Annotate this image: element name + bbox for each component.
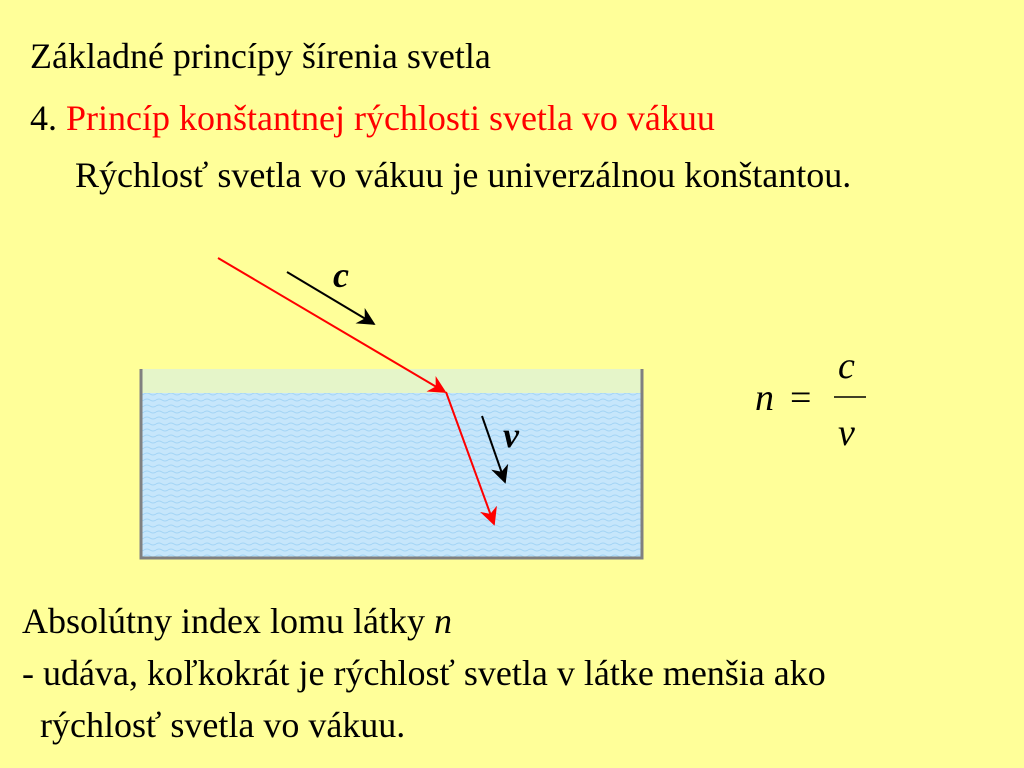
water-waves [142, 393, 641, 557]
principle-number: 4. [30, 98, 57, 138]
definition-symbol: n [433, 601, 452, 641]
formula-equals: = [790, 377, 812, 419]
principle-text: Princíp konštantnej rýchlosti svetla vo vákuu [66, 98, 715, 138]
refractive-index-formula [755, 345, 866, 454]
principle-heading [30, 100, 715, 136]
incident-speed-label: c [333, 255, 349, 295]
incident-velocity-arrow [287, 272, 374, 324]
formula-numerator: c [838, 345, 855, 387]
formula-lhs: n [755, 377, 774, 419]
description-line-1: - udáva, koľkokrát je rýchlosť svetla v látke menšia ako [22, 653, 826, 693]
air-layer [142, 369, 641, 393]
principle-statement: Rýchlosť svetla vo vákuu je univerzálnou konštantou. [75, 155, 852, 195]
description-line-2: rýchlosť svetla vo vákuu. [40, 705, 406, 745]
definition-text: Absolútny index lomu látky [22, 601, 434, 641]
formula-denominator: v [838, 412, 855, 454]
refracted-speed-label: v [503, 415, 519, 455]
slide-title: Základné princípy šírenia svetla [30, 36, 491, 76]
definition-line [22, 603, 452, 639]
